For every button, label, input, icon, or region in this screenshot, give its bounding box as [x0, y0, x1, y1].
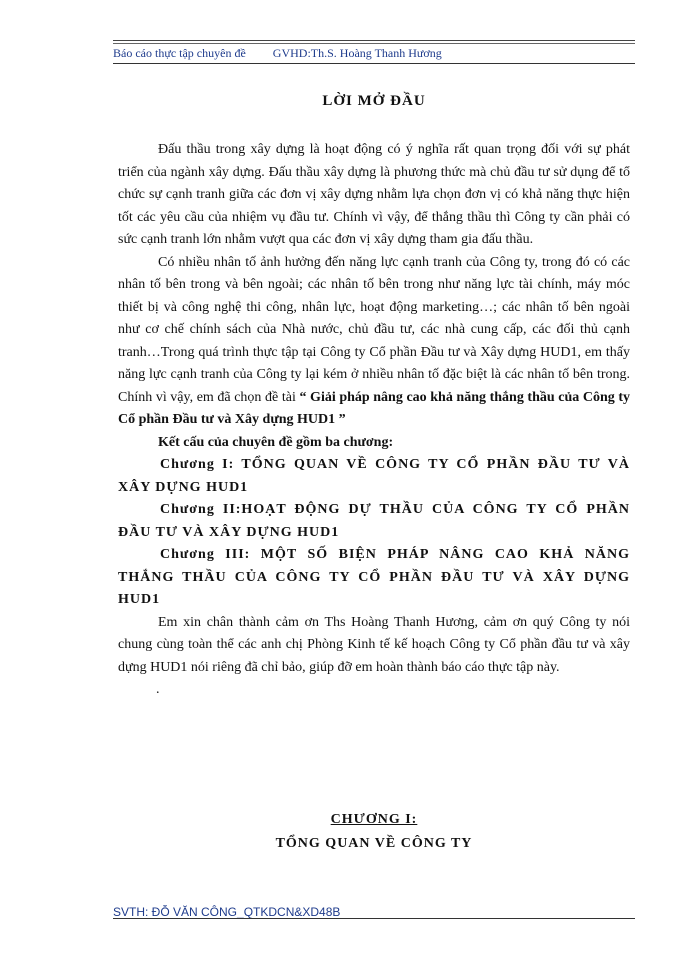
paragraph-factors — [118, 252, 630, 432]
header-double-rule-bottom — [113, 43, 635, 44]
header-supervisor: GVHD:Th.S. Hoàng Thanh Hương — [272, 46, 442, 60]
page-title: LỜI MỞ ĐẦU — [322, 93, 426, 109]
stray-dot: . — [156, 682, 160, 697]
header-double-rule-top — [113, 40, 635, 41]
chapter-heading — [113, 808, 635, 856]
header-underline — [113, 63, 635, 64]
page-header — [113, 46, 635, 61]
chapter-2-item: Chương II:HOẠT ĐỘNG DỰ THẦU CỦA CÔNG TY CỔ PHẦN ĐẦU TƯ VÀ XÂY DỰNG HUD1 — [118, 502, 630, 540]
chapter-heading-number: CHƯƠNG I: — [330, 812, 418, 827]
footer-rule — [113, 918, 635, 919]
chapter-3-item: Chương III: MỘT SỐ BIỆN PHÁP NÂNG CAO KHẢ NĂNG THẮNG THẦU CỦA CÔNG TY CỔ PHẦN ĐẦU TƯ VÀ XÂY DỰNG HUD1 — [118, 547, 630, 607]
topic-title: “ Giải pháp nâng cao khả năng thắng thầu của Công ty Cổ phần Đầu tư và Xây dựng HUD1 ” — [118, 389, 630, 427]
page-footer: SVTH: ĐỖ VĂN CÔNG_QTKDCN&XD48B — [113, 905, 341, 919]
paragraph-intro: Đấu thầu trong xây dựng là hoạt động có ý nghĩa rất quan trọng đối với sự phát triển của ngành xây dựng. Đấu thầu xây dựng là phương thức mà chủ đầu tư sử dụng để tổ chức sự cạnh tranh giữa các đơn vị xây dựng nhằm lựa chọn đơn vị có khả năng thực hiện tốt các yêu cầu của nhiệm vụ đầu tư. Chính vì vậy, để thắng thầu thì Công ty cần phải có sức cạnh tranh lớn nhằm vượt qua các đơn vị xây dựng tham gia đấu thầu. — [118, 142, 630, 247]
chapter-heading-title: TỔNG QUAN VỀ CÔNG TY — [275, 836, 473, 851]
chapter-1-item: Chương I: TỔNG QUAN VỀ CÔNG TY CỔ PHẦN ĐẦU TƯ VÀ XÂY DỰNG HUD1 — [118, 457, 630, 495]
document-body — [118, 139, 630, 719]
paragraph-factors-text: Có nhiều nhân tố ảnh hưởng đến năng lực cạnh tranh của Công ty, trong đó có các nhân tố bên trong và bên ngoài; các nhân tố bên trong như năng lực tài chính, máy móc thiết bị và công nghệ thi công, nhân lực, hoạt động marketing…; các nhân tố bên ngoài như cơ chế chính sách của Nhà nước, chủ đầu tư, các nhà cung cấp, các đối thủ cạnh tranh…Trong quá trình thực tập tại Công ty Cổ phần Đầu tư và Xây dựng HUD1, em thấy năng lực cạnh tranh của Công ty lại kém ở nhiều nhân tố đặc biệt là các nhân tố bên trong. Chính vì vậy, em đã chọn đề tài — [118, 254, 630, 405]
structure-heading: Kết cấu của chuyên đề gồm ba chương: — [158, 434, 394, 450]
header-report-title: Báo cáo thực tập chuyên đề — [113, 46, 246, 60]
paragraph-thanks: Em xin chân thành cảm ơn Ths Hoàng Thanh Hương, cảm ơn quý Công ty nói chung cùng toàn thể các anh chị Phòng Kinh tế kế hoạch Công ty Cổ phần đầu tư và xây dựng HUD1 nói riêng đã chỉ bảo, giúp đỡ em hoàn thành báo cáo thực tập này. — [118, 614, 630, 675]
